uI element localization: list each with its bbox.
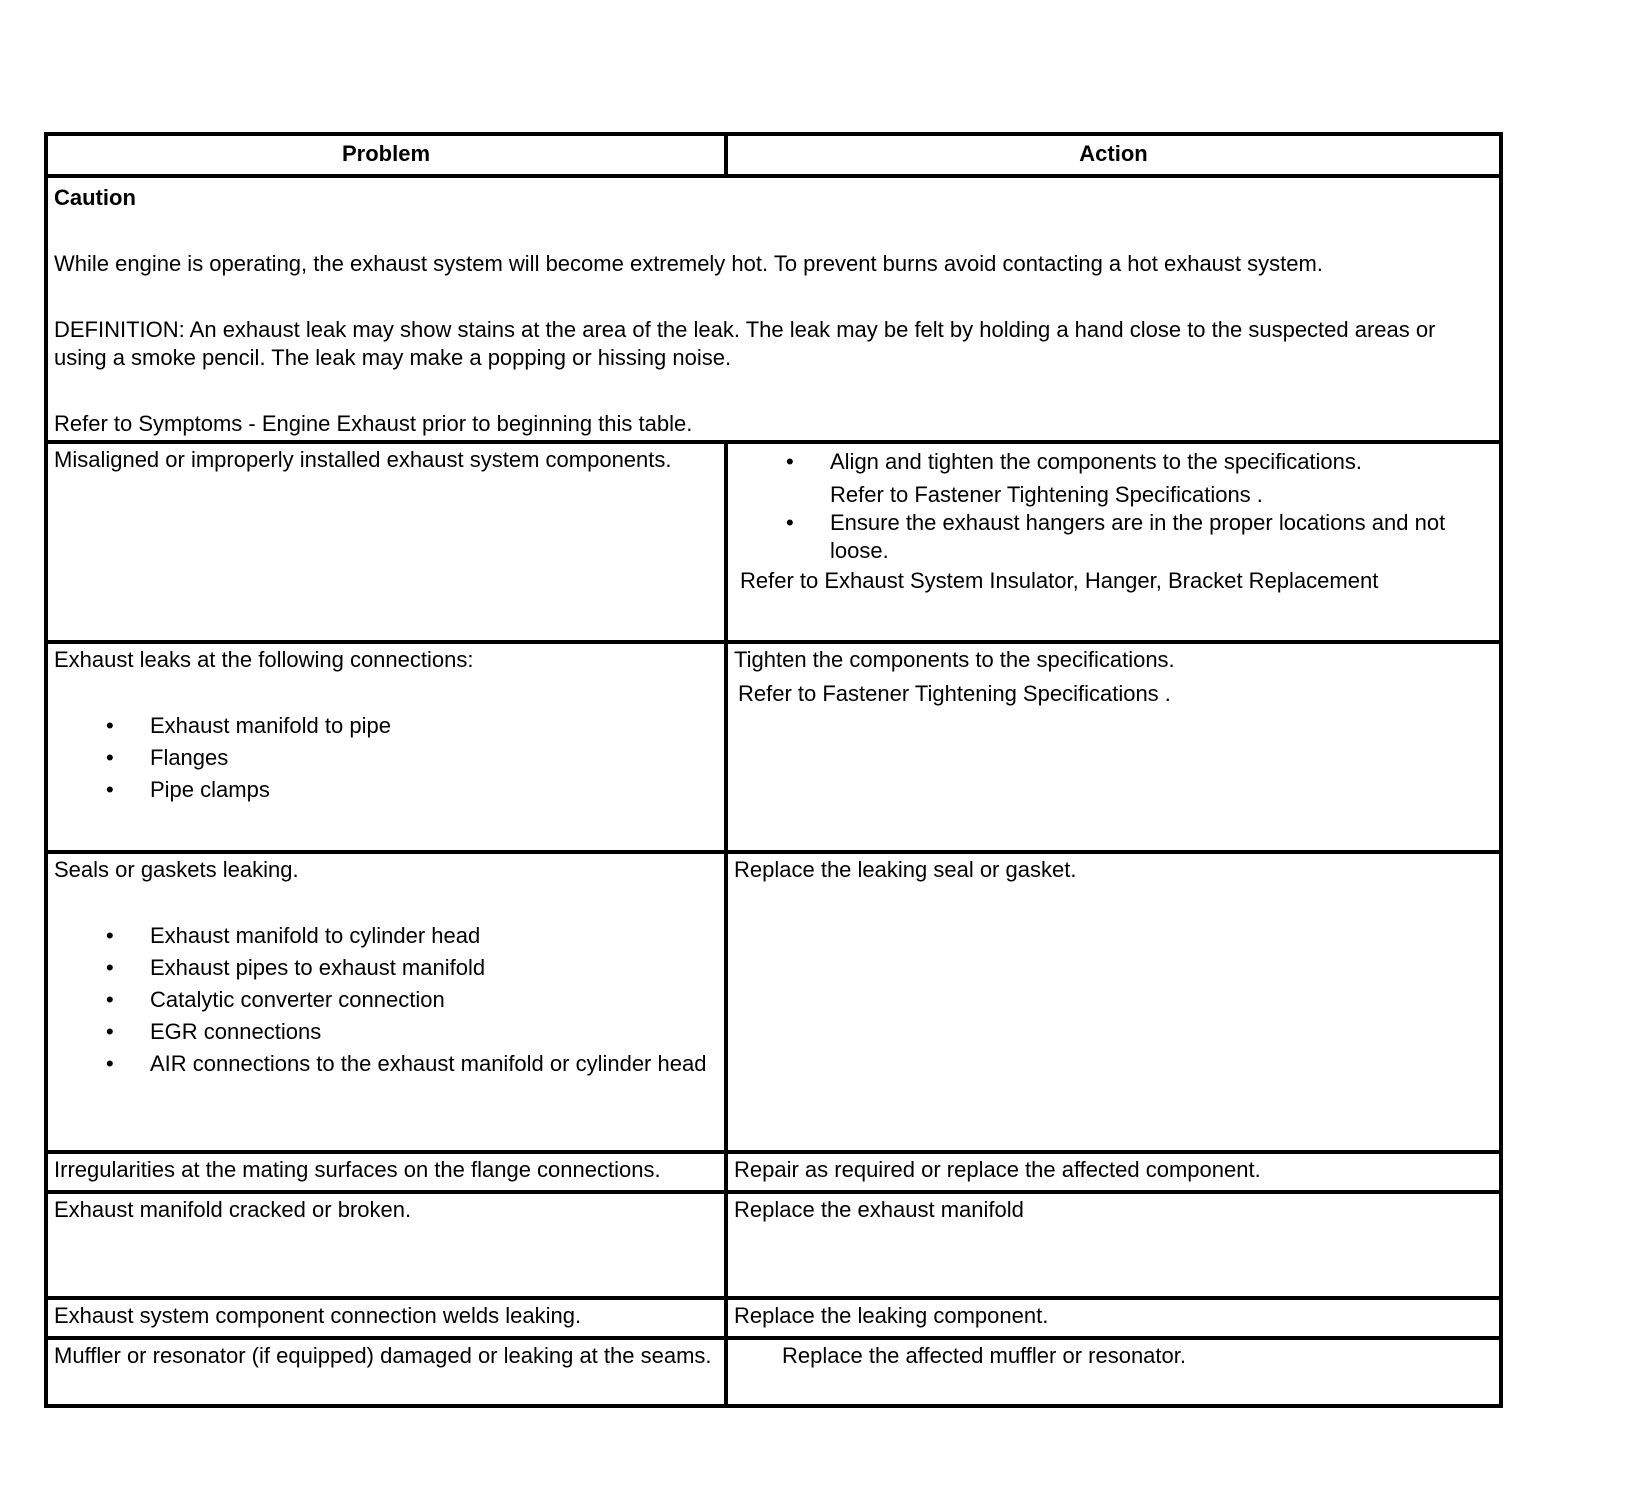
- bullet-icon: •: [106, 987, 114, 1012]
- action-text: Repair as required or replace the affected component.: [734, 1157, 1261, 1182]
- bullet-icon: •: [106, 923, 114, 948]
- action-cell: [726, 1152, 1501, 1192]
- problem-text: Exhaust leaks at the following connections:: [54, 647, 474, 672]
- bullet-icon: •: [106, 713, 114, 738]
- problem-bullet-item: [54, 922, 718, 950]
- problem-cell: [46, 852, 726, 1152]
- bullet-icon: •: [106, 955, 114, 980]
- problem-cell: [46, 1338, 726, 1406]
- problem-cell: [46, 442, 726, 642]
- table-header-row: [46, 134, 1501, 176]
- action-text: Replace the leaking component.: [734, 1303, 1049, 1328]
- bullet-icon: •: [106, 1051, 114, 1076]
- action-bullet-text: Ensure the exhaust hangers are in the proper locations and not loose.: [830, 510, 1446, 563]
- caution-warning: While engine is operating, the exhaust system will become extremely hot. To prevent burns avoid contacting a hot exhaust system.: [54, 251, 1323, 276]
- problem-text: Irregularities at the mating surfaces on the flange connections.: [54, 1157, 661, 1182]
- table-row: [46, 642, 1501, 852]
- problem-text: Seals or gaskets leaking.: [54, 857, 299, 882]
- action-bullet-item: [734, 509, 1493, 565]
- bullet-icon: •: [106, 1019, 114, 1044]
- action-cell: [726, 1192, 1501, 1298]
- bullet-text: AIR connections to the exhaust manifold or cylinder head: [150, 1051, 707, 1076]
- problem-bullet-item: [54, 986, 718, 1014]
- bullet-icon: •: [106, 745, 114, 770]
- bullet-icon: •: [786, 449, 794, 474]
- bullet-text: Exhaust manifold to pipe: [150, 713, 391, 738]
- problem-bullet-item: [54, 744, 718, 772]
- problem-bullet-item: [54, 1018, 718, 1046]
- problem-text: Muffler or resonator (if equipped) damaged or leaking at the seams.: [54, 1343, 712, 1368]
- header-action: Action: [726, 134, 1501, 176]
- bullet-text: Exhaust pipes to exhaust manifold: [150, 955, 486, 980]
- bullet-icon: •: [106, 777, 114, 802]
- fastener-spec-link[interactable]: Refer to Fastener Tightening Specifications .: [738, 681, 1171, 706]
- problem-text: Exhaust system component connection welds leaking.: [54, 1303, 582, 1328]
- problem-bullet-item: [54, 1050, 718, 1078]
- table-row: [46, 1152, 1501, 1192]
- troubleshooting-page: [44, 132, 1499, 1408]
- action-text: Replace the leaking seal or gasket.: [734, 857, 1077, 882]
- header-problem: Problem: [46, 134, 726, 176]
- hanger-replacement-link[interactable]: Refer to Exhaust System Insulator, Hanger, Bracket Replacement: [740, 568, 1379, 593]
- problem-cell: [46, 1192, 726, 1298]
- action-text: Tighten the components to the specifications.: [734, 647, 1175, 672]
- action-text: Replace the affected muffler or resonator.: [782, 1343, 1186, 1368]
- problem-bullet-item: [54, 712, 718, 740]
- table-row: [46, 1338, 1501, 1406]
- action-bullet-list: [734, 448, 1493, 565]
- table-row: [46, 1298, 1501, 1338]
- action-cell: [726, 1338, 1501, 1406]
- problem-bullet-list: [54, 922, 718, 1078]
- problem-text: Misaligned or improperly installed exhaust system components.: [54, 447, 672, 472]
- exhaust-diagnosis-table: [44, 132, 1503, 1408]
- caution-cell: [46, 176, 1501, 442]
- bullet-text: Catalytic converter connection: [150, 987, 445, 1012]
- caution-title: Caution: [54, 185, 136, 210]
- bullet-text: EGR connections: [150, 1019, 322, 1044]
- action-bullet-item: [734, 448, 1493, 509]
- caution-definition: DEFINITION: An exhaust leak may show stains at the area of the leak. The leak may be felt by holding a hand close to the suspected areas or using a smoke pencil. The leak may make a popping or hissing noise.: [54, 317, 1436, 370]
- problem-bullet-item: [54, 954, 718, 982]
- table-row: [46, 852, 1501, 1152]
- action-cell: [726, 852, 1501, 1152]
- bullet-text: Flanges: [150, 745, 229, 770]
- problem-cell: [46, 642, 726, 852]
- action-cell: [726, 642, 1501, 852]
- caution-row: [46, 176, 1501, 442]
- bullet-text: Pipe clamps: [150, 777, 270, 802]
- table-row: [46, 1192, 1501, 1298]
- action-text: Replace the exhaust manifold: [734, 1197, 1024, 1222]
- problem-cell: [46, 1152, 726, 1192]
- action-cell: [726, 442, 1501, 642]
- table-row: [46, 442, 1501, 642]
- bullet-text: Exhaust manifold to cylinder head: [150, 923, 481, 948]
- problem-bullet-list: [54, 712, 718, 804]
- problem-text: Exhaust manifold cracked or broken.: [54, 1197, 412, 1222]
- caution-refer-link[interactable]: Refer to Symptoms - Engine Exhaust prior to beginning this table.: [54, 411, 693, 436]
- problem-cell: [46, 1298, 726, 1338]
- bullet-icon: •: [786, 510, 794, 535]
- fastener-spec-link[interactable]: Refer to Fastener Tightening Specifications .: [830, 482, 1263, 507]
- problem-bullet-item: [54, 776, 718, 804]
- action-bullet-text: Align and tighten the components to the specifications.: [830, 449, 1363, 474]
- action-cell: [726, 1298, 1501, 1338]
